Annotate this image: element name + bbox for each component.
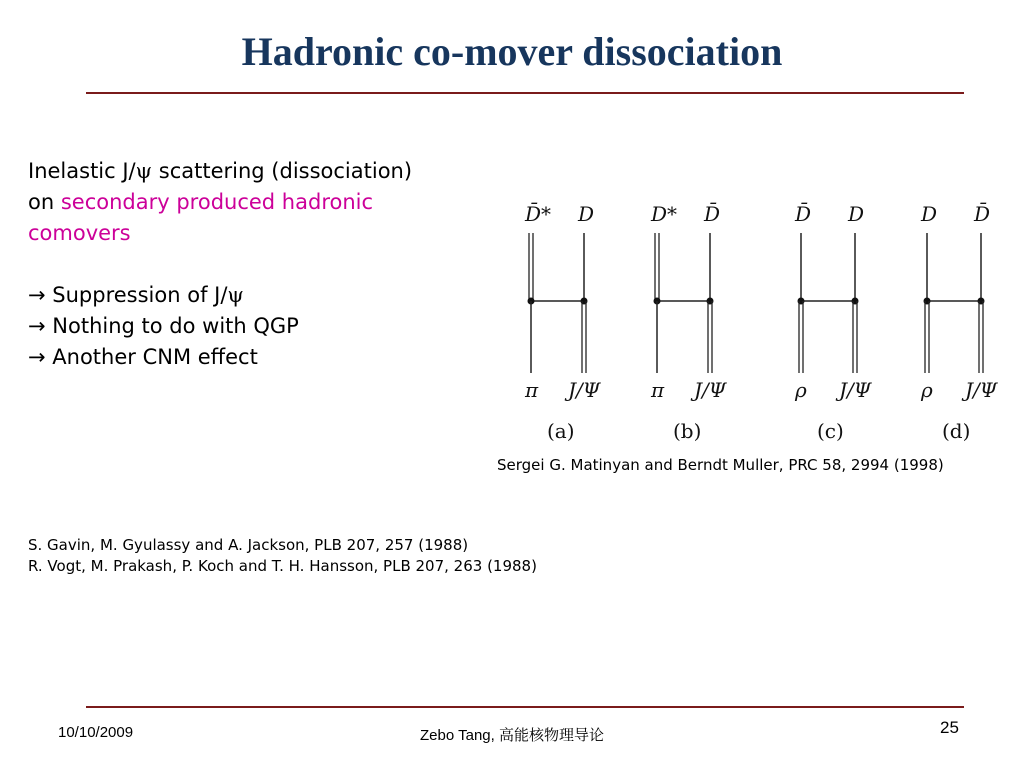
arrow-icon: → — [28, 283, 46, 307]
body-line-1-prefix: Inelastic J/ — [28, 159, 136, 183]
body-line-1 — [28, 156, 508, 187]
arrow-icon: → — [28, 345, 46, 369]
bullet-2-text: Nothing to do with QGP — [45, 314, 299, 338]
title-divider — [86, 92, 964, 94]
bullet-3 — [28, 342, 508, 373]
diagram-c — [794, 201, 873, 443]
slide-title: Hadronic co-mover dissociation — [241, 29, 783, 74]
diagram-c-top-left: D̄ — [795, 202, 812, 226]
references — [28, 535, 537, 577]
diagram-d-bottom-right: J/Ψ — [965, 378, 998, 402]
diagram-b — [650, 201, 728, 443]
arrow-icon: → — [28, 314, 46, 338]
diagram-c-bottom-right: J/Ψ — [839, 378, 872, 402]
diagram-c-top-right: D — [848, 202, 865, 226]
diagram-c-label: (c) — [817, 419, 844, 443]
diagram-b-bottom-left: π — [651, 378, 665, 402]
diagram-d-top-left: D — [921, 202, 938, 226]
diagram-caption: Sergei G. Matinyan and Berndt Muller, PRC 58, 2994 (1998) — [497, 456, 944, 474]
page-number: 25 — [940, 718, 959, 737]
body-line-2 — [28, 187, 508, 218]
bullet-1 — [28, 280, 508, 311]
diagram-b-top-left: D* — [651, 202, 678, 226]
diagram-a-bottom-left: π — [525, 378, 539, 402]
diagram-d — [920, 201, 999, 443]
diagram-a-bottom-right: J/Ψ — [568, 378, 601, 402]
highlight-text: secondary produced hadronic — [60, 190, 374, 214]
diagram-a-top-left: D̄* — [525, 202, 552, 226]
bullet-1-text: Suppression of J/ — [45, 283, 228, 307]
bullet-2 — [28, 311, 508, 342]
body-line-2-prefix: on — [28, 190, 61, 214]
diagram-d-top-right: D̄ — [974, 202, 991, 226]
psi-symbol: ψ — [135, 159, 153, 183]
footer-divider — [86, 706, 964, 708]
diagram-a-top-right: D — [578, 202, 595, 226]
highlight-text-2: comovers — [28, 221, 131, 245]
diagram-b-bottom-right: J/Ψ — [694, 378, 727, 402]
reference-item: S. Gavin, M. Gyulassy and A. Jackson, PLB 207, 257 (1988) — [28, 536, 469, 554]
body-line-3 — [28, 218, 508, 249]
footer-date: 10/10/2009 — [58, 724, 134, 741]
diagram-d-bottom-left: ρ — [921, 378, 933, 402]
body-text — [28, 156, 508, 373]
reference-item: R. Vogt, M. Prakash, P. Koch and T. H. Hansson, PLB 207, 263 (1988) — [28, 557, 537, 575]
psi-symbol: ψ — [227, 283, 244, 307]
feynman-diagrams — [505, 195, 1015, 450]
bullet-3-text: Another CNM effect — [45, 345, 258, 369]
diagram-a — [524, 201, 602, 443]
body-line-1-suffix: scattering (dissociation) — [152, 159, 413, 183]
diagram-b-top-right: D̄ — [704, 202, 721, 226]
diagram-c-bottom-left: ρ — [795, 378, 807, 402]
diagram-b-label: (b) — [673, 419, 702, 443]
footer-author: Zebo Tang, 高能核物理导论 — [420, 727, 604, 744]
spacer — [28, 249, 508, 280]
diagram-a-label: (a) — [547, 419, 575, 443]
diagram-d-label: (d) — [942, 419, 971, 443]
